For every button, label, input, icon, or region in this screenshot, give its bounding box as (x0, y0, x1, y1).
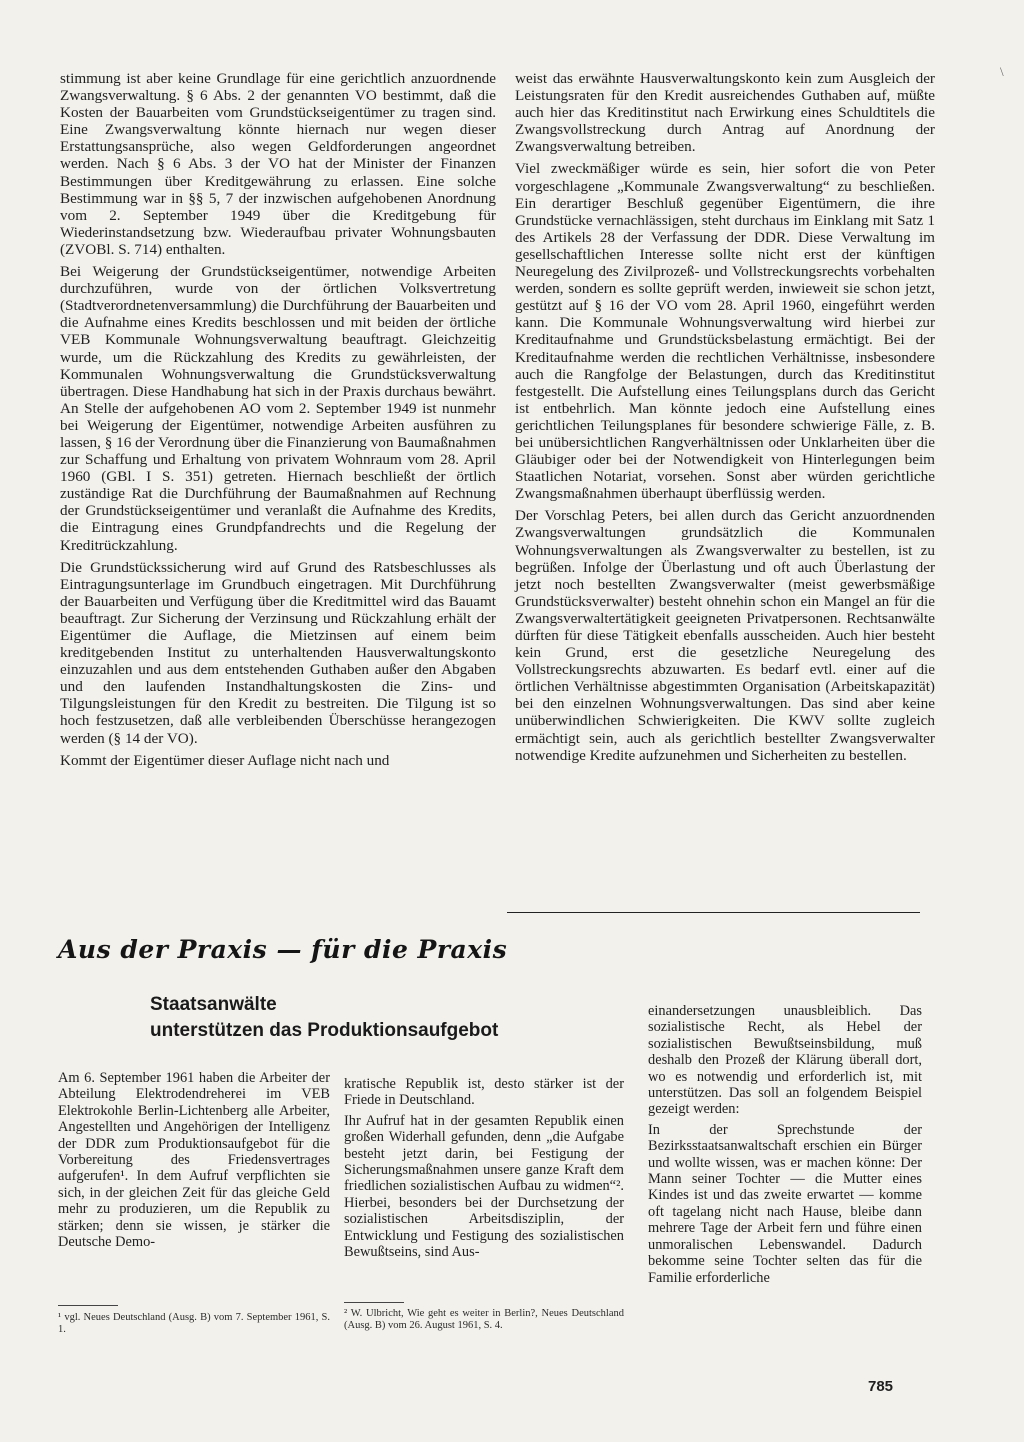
section-kicker: Aus der Praxis — für die Praxis (58, 935, 508, 964)
margin-mark: \ (1000, 64, 1004, 79)
article-headline (150, 992, 590, 1044)
headline-line-1: Staatsanwälte (150, 994, 277, 1015)
footnote-1: ¹ vgl. Neues Deutschland (Ausg. B) vom 7. September 1961, S. 1. (58, 1312, 330, 1335)
paragraph: Ihr Aufruf hat in der gesamten Republik einen großen Widerhall gefunden, denn „die Aufgabe besteht jetzt darin, bei Festigung der Sicherungsmaßnahmen unsere ganze Kraft dem friedlichen sozialistischen Aufbau zu widmen“². Hierbei, besonders bei der Durchsetzung der sozialistischen Arbeitsdisziplin, der Entwicklung und Festigung des sozialistischen Bewußtseins, sind Aus- (344, 1112, 624, 1261)
headline-line-2: unterstützen das Produktionsaufgebot (150, 1020, 499, 1041)
paragraph: Der Vorschlag Peters, bei allen durch das Gericht anzuordnenden Zwangsverwaltungen grundsätzlich die Kommunalen Wohnungsverwaltungen als Zwangsverwalter zu bestellen, ist zu begrüßen. Infolge der Überlastung und oft auch Überlastung der jetzt noch bestellten Zwangsverwalter (meist gewerbsmäßige Grundstücksverwalter) besteht ohnehin schon ein Mangel an für die Zwangsverwaltertätigkeit geeigneten Privatpersonen. Rechtsanwälte dürften für diese Tätigkeit ebenfalls ausscheiden. Auch hier besteht kein Grund, erst die gesetzliche Neuregelung des Vollstreckungsrechts abzuwarten. Es bedarf evtl. einer auf die örtlichen Verhältnisse abgestimmten Organisation (Arbeitskapazität) bei den einzelnen Wohnungsverwaltungen. Das sind aber keine unüberwindlichen Schwierigkeiten. Die KWV sollte zugleich ermächtigt sein, auch als gerichtlich bestellter Zwangsverwalter notwendige Kredite aufzunehmen und Sicherheiten zu bestellen. (515, 507, 935, 764)
paragraph: Viel zweckmäßiger würde es sein, hier sofort die von Peter vorgeschlagene „Kommunale Zwangsverwaltung“ zu beschließen. Ein derartiger Beschluß gegenüber Eigentümern, die ihre Grundstücke vernachlässigen, steht durchaus im Einklang mit Satz 1 des Artikels 28 der Verfassung der DDR. Diese Verwaltung im gesellschaftlichen Interesse sollte nicht erst der künftigen Neuregelung des Zivilprozeß- und Vollstreckungsrechts vorbehalten werden, sondern es sollte geprüft werden, inwieweit sie schon jetzt, gestützt auf § 16 der VO vom 28. April 1960, eingeführt werden kann. Die Kommunale Wohnungsverwaltung wird hierbei zur Kreditaufnahme und Grundstücksbelastung ermächtigt. Bei der Kreditaufnahme werden die rechtlichen Verhältnisse, insbesondere auch die Rangfolge der Belastungen, durch das Kreditinstitut festgestellt. Die Aufstellung eines Teilungsplans durch das Gericht ist entbehrlich. Man könnte jedoch eine Aufstellung eines gerichtlichen Teilungsplanes für besondere schwierige Fälle, z. B. bei unübersichtlichen Rangverhältnissen oder Unklarheiten über die Gläubiger oder bei der Notwendigkeit von Hinterlegungen beim Staatlichen Notariat, vorsehen. Sonst aber würden gerichtliche Zwangsmaßnahmen überhaupt überflüssig werden. (515, 160, 935, 503)
paragraph: Am 6. September 1961 haben die Arbeiter der Abteilung Elektrodendreherei im VEB Elektrokohle Berlin-Lichtenberg alle Arbeiter, Angestellten und Angehörigen der Intelligenz der DDR zum Produktionsaufgebot für die Vorbereitung des Friedensvertrages aufgerufen¹. In dem Aufruf verpflichten sie sich, in der gleichen Zeit für das gleiche Geld mehr zu produzieren, um die Republik zu stärken; denn sie wissen, je stärker die Deutsche Demo- (58, 1070, 330, 1251)
paragraph: stimmung ist aber keine Grundlage für eine gerichtlich anzuordnende Zwangsverwaltung. § 6 Abs. 2 der genannten VO bestimmt, daß die Kosten der Bauarbeiten vom Grundstückseigentümer zu tragen sind. Eine Zwangsverwaltung könnte hiernach nur wegen dieser Erstattungsansprüche, also wegen Geldforderungen angeordnet werden. Nach § 6 Abs. 3 der VO hat der Minister der Finanzen Bestimmungen über Kreditgewährung zu erlassen. Eine solche Bestimmung war in §§ 5, 7 der inzwischen aufgehobenen Anordnung vom 2. September 1949 über die Kreditgebung für Wiederinstandsetzung bzw. Wiederaufbau privater Wohnungsbauten (ZVOBl. S. 714) enthalten. (60, 70, 496, 258)
paragraph: kratische Republik ist, desto stärker ist der Friede in Deutschland. (344, 1076, 624, 1109)
article-column-right (648, 1003, 922, 1290)
paragraph: einandersetzungen unausbleiblich. Das sozialistische Recht, als Hebel der sozialistischen Bewußtseinsbildung, muß deshalb den Prozeß der Klärung überall dort, wo es notwendig und erforderlich ist, mit unterstützen. Das soll an folgendem Beispiel gezeigt werden: (648, 1003, 922, 1118)
footnote-2: ² W. Ulbricht, Wie geht es weiter in Berlin?, Neues Deutschland (Ausg. B) vom 26. August 1961, S. 4. (344, 1308, 624, 1331)
paragraph: Bei Weigerung der Grundstückseigentümer, notwendige Arbeiten durchzuführen, wurde von der örtlichen Volksvertretung (Stadtverordnetenversammlung) die Durchführung der Bauarbeiten und die Aufnahme eines Kredits beschlossen und mit beiden der örtliche VEB Kommunale Wohnungsverwaltung beauftragt. Gleichzeitig wurde, um die Rückzahlung des Kredits zu gewährleisten, der Kommunalen Wohnungsverwaltung die Grundstücksverwaltung übertragen. Diese Handhabung hat sich in der Praxis durchaus bewährt. An Stelle der aufgehobenen AO vom 2. September 1949 ist nunmehr bei Weigerung der Eigentümer, notwendige Arbeiten ausführen zu lassen, § 16 der Verordnung über die Finanzierung von Baumaßnahmen zur Schaffung und Erhaltung von privatem Wohnraum vom 28. April 1960 (GBl. I S. 351) getreten. Hiernach beschließt der örtlich zuständige Rat die Durchführung der Baumaßnahmen auf Rechnung der Grundstückseigentümer und veranlaßt die Aufnahme des Kredits, die Eintragung eines Grundpfandrechts und die Regelung der Kreditrückzahlung. (60, 263, 496, 554)
page-number: 785 (868, 1378, 894, 1395)
top-left-column (60, 70, 496, 774)
top-right-column (515, 70, 935, 769)
paragraph: Die Grundstückssicherung wird auf Grund des Ratsbeschlusses als Eintragungsunterlage im Grundbuch eingetragen. Mit Durchführung der Bauarbeiten und Verfügung über die Kreditmittel wird das Bauamt beauftragt. Zur Sicherung der Verzinsung und Rückzahlung erhält der Eigentümer die Auflage, die Mietzinsen auf einem beim kreditgebenden Institut zu unterhaltenden Hausverwaltungskonto einzuzahlen und aus dem entstehenden Guthaben außer den Abgaben und den laufenden Instandhaltungskosten die Zins- und Tilgungsleistungen für den Kredit zu bestreiten. Die Tilgung ist so hoch festzusetzen, daß alle verbleibenden Überschüsse herangezogen werden (§ 14 der VO). (60, 558, 496, 747)
footnote-rule (58, 1305, 118, 1306)
footnote-rule (344, 1302, 404, 1303)
article-column-middle (344, 1076, 624, 1264)
paragraph: In der Sprechstunde der Bezirksstaatsanwaltschaft erschien ein Bürger und wollte wissen, was er machen könne: Der Mann seiner Tochter — die Mutter eines Kindes ist und das zweite erwartet — komme oft tagelang nicht nach Hause, bleibe dann mehrere Tage der Arbeit fern und führe einen unmoralischen Lebenswandel. Dadurch bekomme seine Tochter selten das für die Familie erforderliche (648, 1121, 922, 1286)
section-divider (507, 912, 920, 913)
article-column-left (58, 1070, 330, 1254)
paragraph: weist das erwähnte Hausverwaltungskonto kein zum Ausgleich der Leistungsraten für den Kredit ausreichendes Guthaben auf, müßte auch hier das Kreditinstitut nach Erwirkung eines Schuldtitels die Zwangsvollstreckung durch Antrag auf Anordnung der Zwangsverwaltung betreiben. (515, 70, 935, 156)
paragraph: Kommt der Eigentümer dieser Auflage nicht nach und (60, 751, 390, 769)
